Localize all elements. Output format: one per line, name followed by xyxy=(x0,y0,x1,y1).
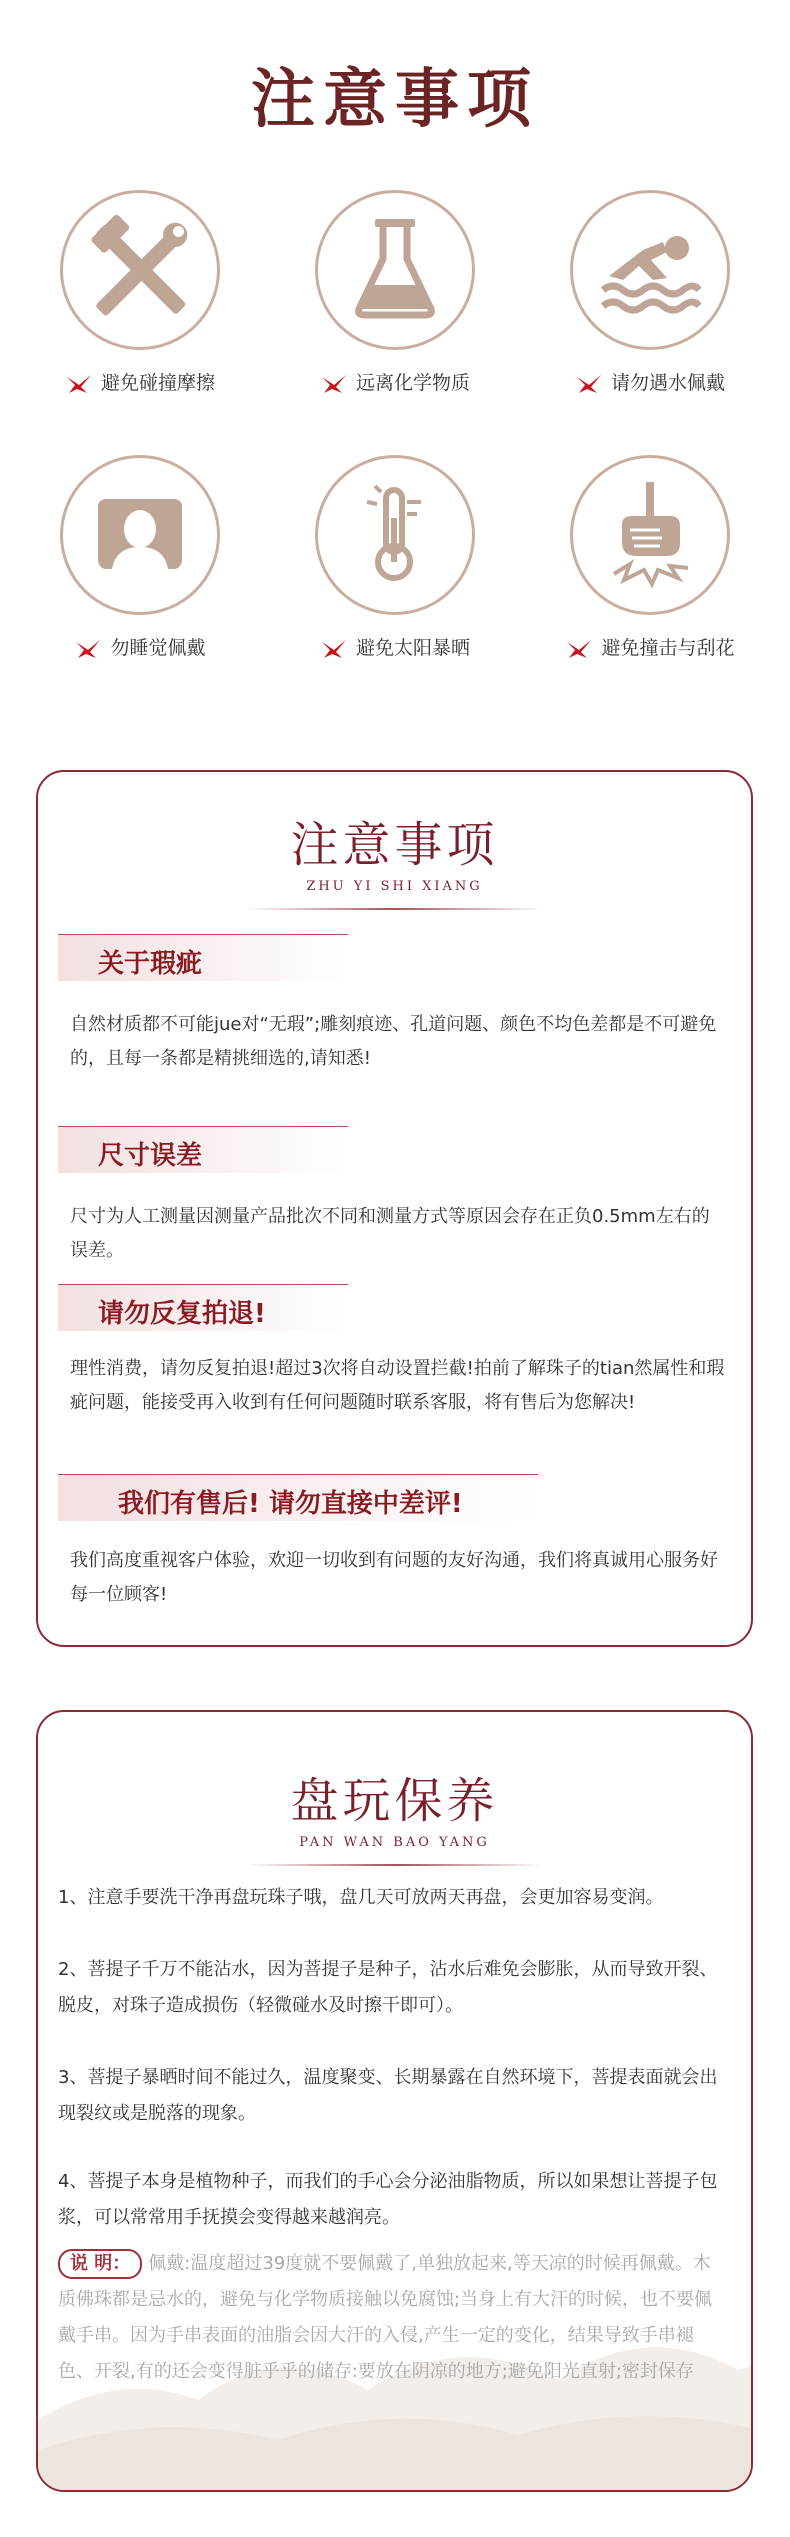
red-x-icon xyxy=(74,638,104,660)
icon-card-water xyxy=(530,180,770,420)
hammer-impact-icon xyxy=(600,480,700,590)
sleep-icon xyxy=(90,485,190,585)
icon-label: 避免碰撞摩擦 xyxy=(20,368,260,395)
section-body-size: 尺寸为人工测量因测量产品批次不同和测量方式等原因会存在正负0.5mm左右的误差。 xyxy=(70,1206,710,1261)
icon-card-sleep xyxy=(20,445,260,685)
icon-card-sun xyxy=(275,445,515,685)
red-x-icon xyxy=(320,638,350,660)
care-note xyxy=(58,2246,728,2390)
header-divider xyxy=(245,1864,545,1866)
notice-card-header xyxy=(38,772,751,910)
section-heading-after-sales: 我们有售后! 请勿直接中差评! xyxy=(58,1474,538,1521)
icon-label: 避免太阳暴晒 xyxy=(275,633,515,660)
icon-label: 请勿遇水佩戴 xyxy=(530,368,770,395)
flask-icon xyxy=(345,215,445,325)
red-x-icon xyxy=(565,638,595,660)
icon-card-chemical xyxy=(275,180,515,420)
notice-card-subtitle: ZHU YI SHI XIANG xyxy=(306,879,483,894)
section-body-flaws: 自然材质都不可能jue对“无瑕”;雕刻痕迹、孔道问题、颜色不均色差都是不可避免的，且每一条都是精挑细选的,请知悉! xyxy=(70,1014,717,1069)
tools-icon xyxy=(85,215,195,325)
icon-label: 远离化学物质 xyxy=(275,368,515,395)
icon-label: 避免撞击与刮花 xyxy=(530,633,770,660)
section-heading-no-return: 请勿反复拍退! xyxy=(58,1284,348,1331)
note-label: 说 明： xyxy=(58,2249,142,2279)
page-title: 注意事项 xyxy=(251,63,539,137)
care-icons-grid xyxy=(0,180,790,680)
icon-card-impact xyxy=(530,445,770,685)
notice-card-title: 注意事项 xyxy=(290,817,499,873)
section-body-after-sales: 我们高度重视客户体验，欢迎一切收到有问题的友好沟通，我们将真诚用心服务好每一位顾客! xyxy=(70,1550,718,1605)
care-card xyxy=(36,1710,753,2492)
section-body-no-return: 理性消费，请勿反复拍退!超过3次将自动设置拦截!拍前了解珠子的tian然属性和瑕疵问题，能接受再入收到有任何问题随时联系客服，将有售后为您解决! xyxy=(70,1358,725,1413)
care-paragraph-1: 1、注意手要洗干净再盘玩珠子哦，盘几天可放两天再盘，会更加容易变润。 xyxy=(58,1887,664,1908)
care-card-header xyxy=(38,1712,751,1866)
care-paragraph-3: 3、菩提子暴晒时间不能过久，温度聚变、长期暴露在自然环境下，菩提表面就会出现裂纹或是脱落的现象。 xyxy=(58,2067,718,2124)
swimmer-icon xyxy=(595,220,705,320)
note-text: 佩戴:温度超过39度就不要佩戴了,单独放起来,等天凉的时候再佩戴。木质佛珠都是忌水的，避免与化学物质接触以免腐蚀;当身上有大汗的时候，也不要佩戴手串。因为手串表面的油脂会因大汗的入侵,产生一定的变化，结果导致手串褪色、开裂,有的还会变得脏乎乎的储存:要放在阴凉的地方;避免阳光直射;密封保存 xyxy=(58,2253,713,2382)
red-x-icon xyxy=(65,373,95,395)
section-heading-flaws: 关于瑕疵 xyxy=(58,934,348,981)
section-heading-size: 尺寸误差 xyxy=(58,1126,348,1173)
icon-label: 勿睡觉佩戴 xyxy=(20,633,260,660)
care-card-subtitle: PAN WAN BAO YANG xyxy=(299,1835,490,1850)
care-paragraph-4: 4、菩提子本身是植物种子，而我们的手心会分泌油脂物质，所以如果想让菩提子包浆，可以常常用手抚摸会变得越来越润亮。 xyxy=(58,2171,718,2228)
care-paragraph-2: 2、菩提子千万不能沾水，因为菩提子是种子，沾水后难免会膨胀，从而导致开裂、脱皮，对珠子造成损伤（轻微碰水及时擦干即可）。 xyxy=(58,1959,718,2016)
care-card-title: 盘玩保养 xyxy=(290,1773,499,1829)
notice-card xyxy=(36,770,753,1647)
icon-card-collision xyxy=(20,180,260,420)
thermometer-icon xyxy=(345,480,445,590)
red-x-icon xyxy=(320,373,350,395)
header-divider xyxy=(245,908,545,910)
red-x-icon xyxy=(575,373,605,395)
